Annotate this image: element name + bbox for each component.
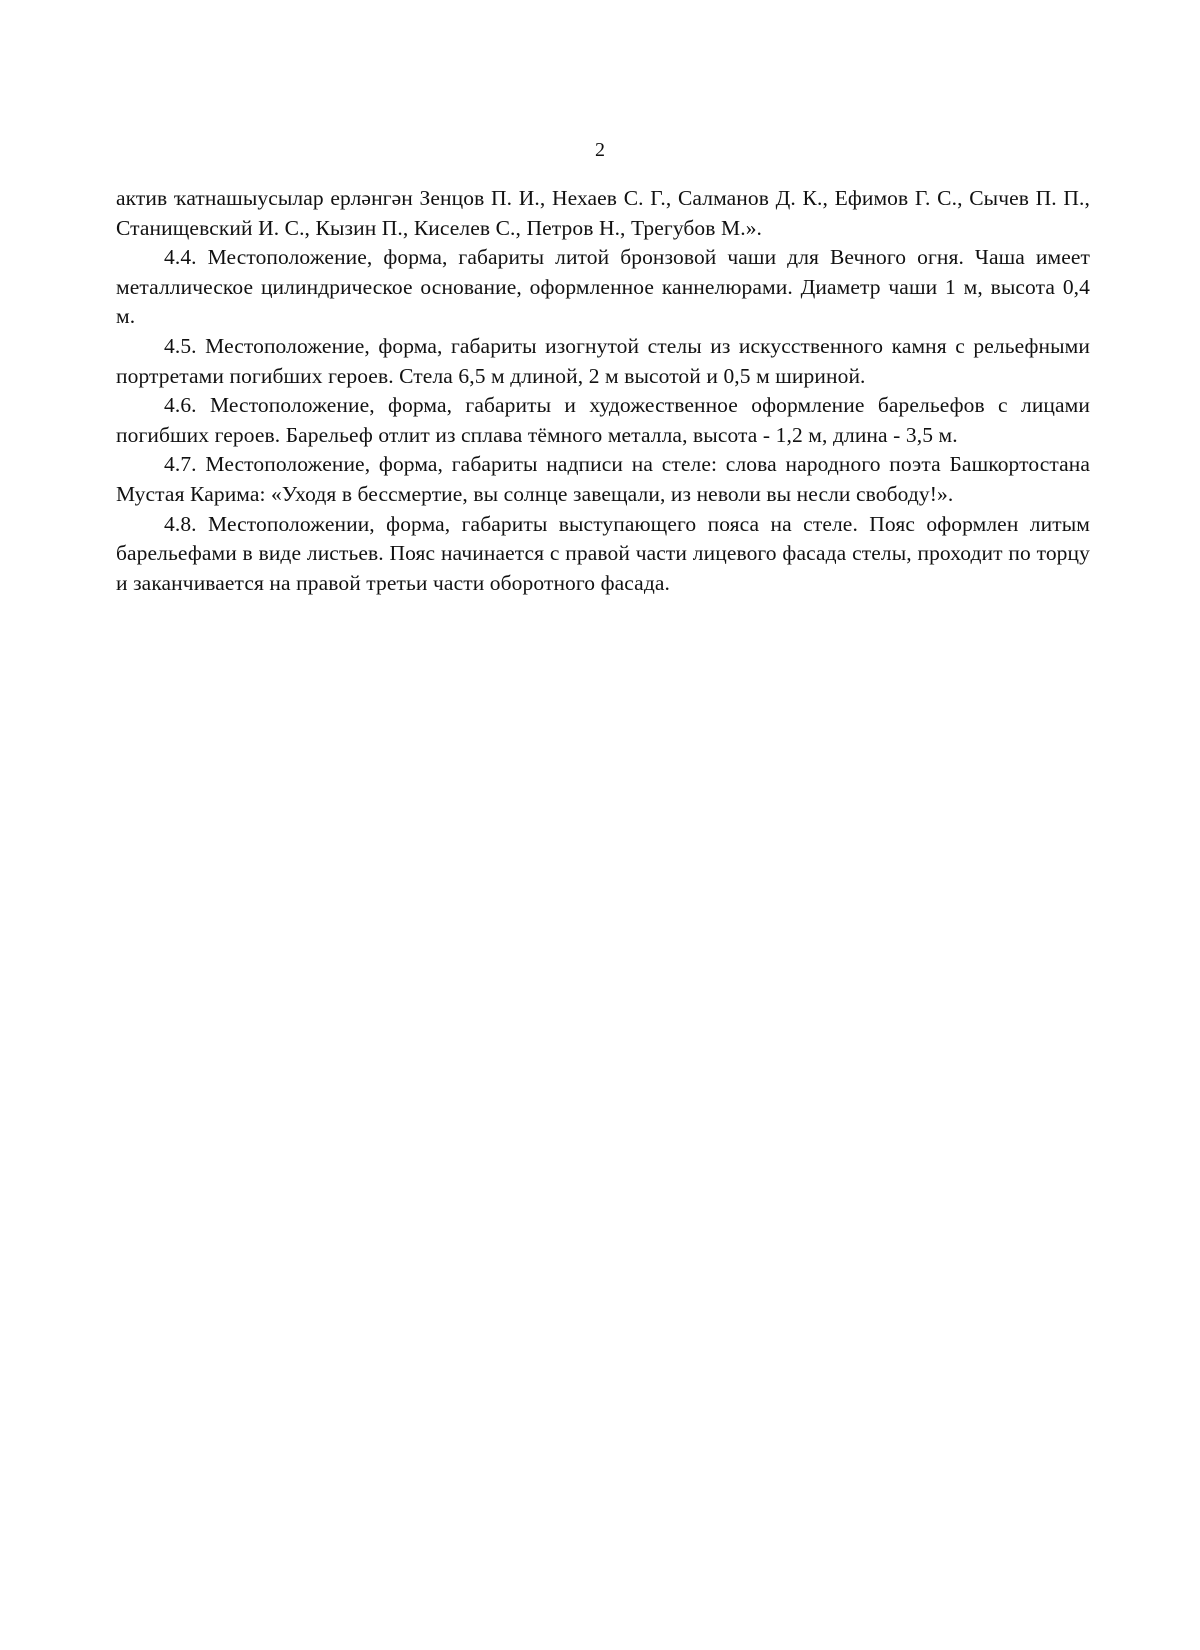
paragraph-4-8: 4.8. Местоположении, форма, габариты выступающего пояса на стеле. Пояс оформлен литым барельефами в виде листьев. Пояс начинается с правой части лицевого фасада стелы, проходит по торцу и заканчивается на правой третьи части оборотного фасада. xyxy=(116,511,1090,595)
paragraph-continuation: актив ҡатнашыусылар ерләнгән Зенцов П. И., Нехаев С. Г., Салманов Д. К., Ефимов Г. С., Сычев П. П., Станищевский И. С., Кызин П., Киселев С., Петров Н., Трегубов М.». xyxy=(116,186,1090,240)
page-number: 2 xyxy=(595,139,605,161)
paragraph-4-6: 4.6. Местоположение, форма, габариты и художественное оформление барельефов с лицами погибших героев. Барельеф отлит из сплава тёмного металла, высота - 1,2 м, длина - 3,5 м. xyxy=(116,393,1090,447)
paragraph-4-4: 4.4. Местоположение, форма, габариты литой бронзовой чаши для Вечного огня. Чаша имеет металлическое цилиндрическое основание, оформленное каннелюрами. Диаметр чаши 1 м, высота 0,4 м. xyxy=(116,245,1090,329)
paragraph-4-7: 4.7. Местоположение, форма, габариты надписи на стеле: слова народного поэта Башкортостана Мустая Карима: «Уходя в бессмертие, вы солнце завещали, из неволи вы несли свободу!». xyxy=(116,452,1090,506)
document-body xyxy=(116,184,1090,598)
paragraph-4-5: 4.5. Местоположение, форма, габариты изогнутой стелы из искусственного камня с рельефными портретами погибших героев. Стела 6,5 м длиной, 2 м высотой и 0,5 м шириной. xyxy=(116,333,1090,388)
